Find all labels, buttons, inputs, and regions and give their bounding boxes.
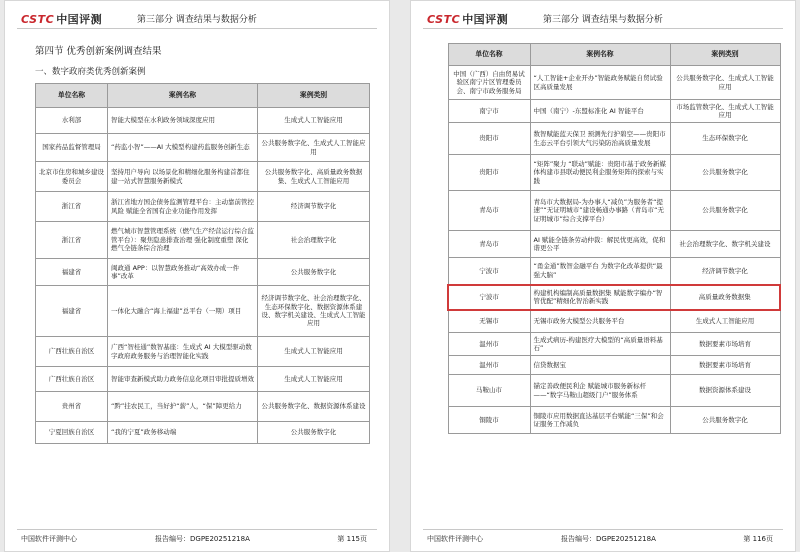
cell-case-name: 广西“智桂通”数智基座：生成式 AI 大模型驱动数字政府政务服务与治理智能化实践 [108,337,258,367]
footer-report-number: 报告编号：DGPE20251218A [155,535,250,543]
cell-case-name: 中国（南宁）-东盟标准化 AI 智能平台 [530,100,670,123]
cell-case-name: AI 赋能全链条劳动仲裁：解民忧更高效，促和谐更公平 [530,231,670,258]
cell-case-type: 社会治理数字化 [258,222,370,259]
col-header-unit: 单位名称 [448,44,530,66]
cell-case-type: 高质量政务数据集 [670,285,780,310]
cell-unit-name: 贵阳市 [448,155,530,191]
table-row [448,123,780,155]
table-row [448,231,780,258]
page-115 [4,0,390,552]
cell-case-name: 锚定善政便民利企 赋能城市服务新标杆——“数字马鞍山超级门户”服务体系 [530,375,670,407]
table-row-highlighted [448,285,780,310]
col-header-unit: 单位名称 [36,84,108,108]
cell-case-name: 信贷数据宝 [530,356,670,375]
table-row [448,155,780,191]
cell-case-type: 公共服务数字化、数据资源体系建设 [258,392,370,422]
cell-unit-name: 广西壮族自治区 [36,337,108,367]
cell-unit-name: 马鞍山市 [448,375,530,407]
cell-unit-name: 贵州省 [36,392,108,422]
table-row [36,222,370,259]
cell-unit-name: 铜陵市 [448,407,530,434]
cell-case-type: 经济调节数字化 [670,258,780,285]
table-row [448,375,780,407]
table-row [448,356,780,375]
col-header-case-type: 案例类别 [258,84,370,108]
cell-case-type: 数据要素市场培育 [670,356,780,375]
cell-case-type: 市场监管数字化、生成式人工智能应用 [670,100,780,123]
cell-unit-name: 水利部 [36,108,108,134]
page-116 [410,0,796,552]
cell-case-name: 浙江省地方国企债务监测管理平台：主动靠前管控风险 赋能全省国有企业功能作用发挥 [108,192,258,222]
table-row [36,108,370,134]
table-row [448,100,780,123]
cell-case-type: 公共服务数字化 [670,155,780,191]
cell-case-name: 无锡市政务大模型公共服务平台 [530,310,670,333]
cell-unit-name: 无锡市 [448,310,530,333]
table-row [36,367,370,392]
page-header [17,9,377,29]
cell-unit-name: 宁波市 [448,258,530,285]
table-row [36,422,370,444]
cell-case-name: 燃气城市智慧管理系统（燃气生产经营运行综合监管平台）：聚焦隐患排查治理 强化制度重塑 深化燃气全链条综合治理 [108,222,258,259]
table-header-row [36,84,370,108]
table-header-row [448,44,780,66]
cell-unit-name: 温州市 [448,333,530,356]
cell-case-type: 经济调节数字化、社会治理数字化、生态环保数字化、数据资源体系建设、数字机关建设、生成式人工智能应用 [258,286,370,337]
cell-unit-name: 广西壮族自治区 [36,367,108,392]
cell-case-name: “黔”挂农民工，当好护“薪”人，“保”障更给力 [108,392,258,422]
table-row [448,310,780,333]
footer-page-number: 第 116页 [743,535,773,543]
footer-org: 中国软件评测中心 [21,535,77,543]
cell-unit-name: 国家药品监督管理局 [36,134,108,162]
col-header-case-name: 案例名称 [530,44,670,66]
cell-case-type: 经济调节数字化 [258,192,370,222]
cell-case-name: 数智赋能蓝天保卫 预测先行护碧空——贵阳市生态云平台引领大气污染防治高质量发展 [530,123,670,155]
cell-case-name: 青岛市大数据局-为办事人“减负”为服务者“提速”“无证明城市”建设畅通办事路（青岛市“无证明城市”综合支撑平台） [530,191,670,231]
cell-case-name: 坚持用户导向 以场景化和精细化服务构建首都住建一站式智慧服务新模式 [108,162,258,192]
page-footer [423,529,783,543]
cell-case-type: 公共服务数字化 [258,259,370,286]
cell-unit-name: 宁波市 [448,285,530,310]
cell-case-type: 公共服务数字化、高质量政务数据集、生成式人工智能应用 [258,162,370,192]
cell-case-name: “矩阵”聚力 “联动”赋能：贵阳市基于政务新媒体构建市县联动便民利企服务矩阵的探索与实践 [530,155,670,191]
cell-case-name: 智能大模型在水利政务领域深度应用 [108,108,258,134]
cell-case-name: “药监小智”——AI 大模型构建药监服务创新生态 [108,134,258,162]
cell-case-name: “我的宁夏”政务移动端 [108,422,258,444]
cell-case-name: 构建机构编制高质量数据集 赋能数字编办“智管优配”精细化智治新实践 [530,285,670,310]
cell-unit-name: 浙江省 [36,192,108,222]
page-footer [17,529,377,543]
cell-case-name: 闽政通 APP：以智慧政务推动“高效办成一件事”改革 [108,259,258,286]
cell-case-type: 数据要素市场培育 [670,333,780,356]
cell-unit-name: 福建省 [36,259,108,286]
header-title: 第三部分 调查结果与数据分析 [543,15,663,25]
table-row [36,192,370,222]
cell-unit-name: 福建省 [36,286,108,337]
page-header [423,9,783,29]
cell-case-type: 公共服务数字化 [670,407,780,434]
cell-case-type: 公共服务数字化、生成式人工智能应用 [670,66,780,100]
table-row [448,191,780,231]
cases-table [35,83,370,444]
col-header-case-type: 案例类别 [670,44,780,66]
cell-case-name: 铜陵市应用数据直达基层平台赋能“三保”和会证服务工作减负 [530,407,670,434]
cell-unit-name: 北京市住房和城乡建设委员会 [36,162,108,192]
cell-unit-name: 青岛市 [448,231,530,258]
table-row [36,162,370,192]
table-row [36,392,370,422]
table-row [448,66,780,100]
cell-case-type: 数据资源体系建设 [670,375,780,407]
sub-title: 一、数字政府类优秀创新案例 [35,67,146,77]
cell-unit-name: 温州市 [448,356,530,375]
cell-unit-name: 中国（广西）自由贸易试验区南宁片区管理委员会、南宁市政务服务局 [448,66,530,100]
table-row [448,407,780,434]
cell-case-type: 生态环保数字化 [670,123,780,155]
cstc-logo: CSTC 中国评测 [21,13,103,26]
table-row [36,286,370,337]
cell-case-type: 公共服务数字化 [670,191,780,231]
cell-case-type: 生成式人工智能应用 [670,310,780,333]
table-row [36,134,370,162]
cstc-logo: CSTC 中国评测 [427,13,509,26]
table-row [448,333,780,356]
cell-case-name: 智能审查新模式助力政务信息化项目审批提质增效 [108,367,258,392]
cell-case-type: 生成式人工智能应用 [258,367,370,392]
cases-table [447,43,781,434]
footer-org: 中国软件评测中心 [427,535,483,543]
footer-page-number: 第 115页 [337,535,367,543]
table-row [448,258,780,285]
cell-unit-name: 贵阳市 [448,123,530,155]
col-header-case-name: 案例名称 [108,84,258,108]
table-row [36,259,370,286]
cell-unit-name: 青岛市 [448,191,530,231]
cell-case-type: 社会治理数字化、数字机关建设 [670,231,780,258]
cell-case-name: 一体化大融合“海上福建”总平台（一期）项目 [108,286,258,337]
cell-case-name: 生成式病历-构建医疗大模型的“高质量语料基石” [530,333,670,356]
cell-unit-name: 南宁市 [448,100,530,123]
header-title: 第三部分 调查结果与数据分析 [137,15,257,25]
cell-unit-name: 浙江省 [36,222,108,259]
cell-case-name: “甬金通”数智金融平台 为数字化改革提供“最强大脑” [530,258,670,285]
footer-report-number: 报告编号：DGPE20251218A [561,535,656,543]
table-row [36,337,370,367]
cell-case-type: 公共服务数字化、生成式人工智能应用 [258,134,370,162]
cell-case-name: “人工智能+企业开办”智能政务赋能自贸试验区高质量发展 [530,66,670,100]
section-title: 第四节 优秀创新案例调查结果 [35,46,162,57]
cell-case-type: 生成式人工智能应用 [258,108,370,134]
cell-case-type: 生成式人工智能应用 [258,337,370,367]
cell-case-type: 公共服务数字化 [258,422,370,444]
cell-unit-name: 宁夏回族自治区 [36,422,108,444]
